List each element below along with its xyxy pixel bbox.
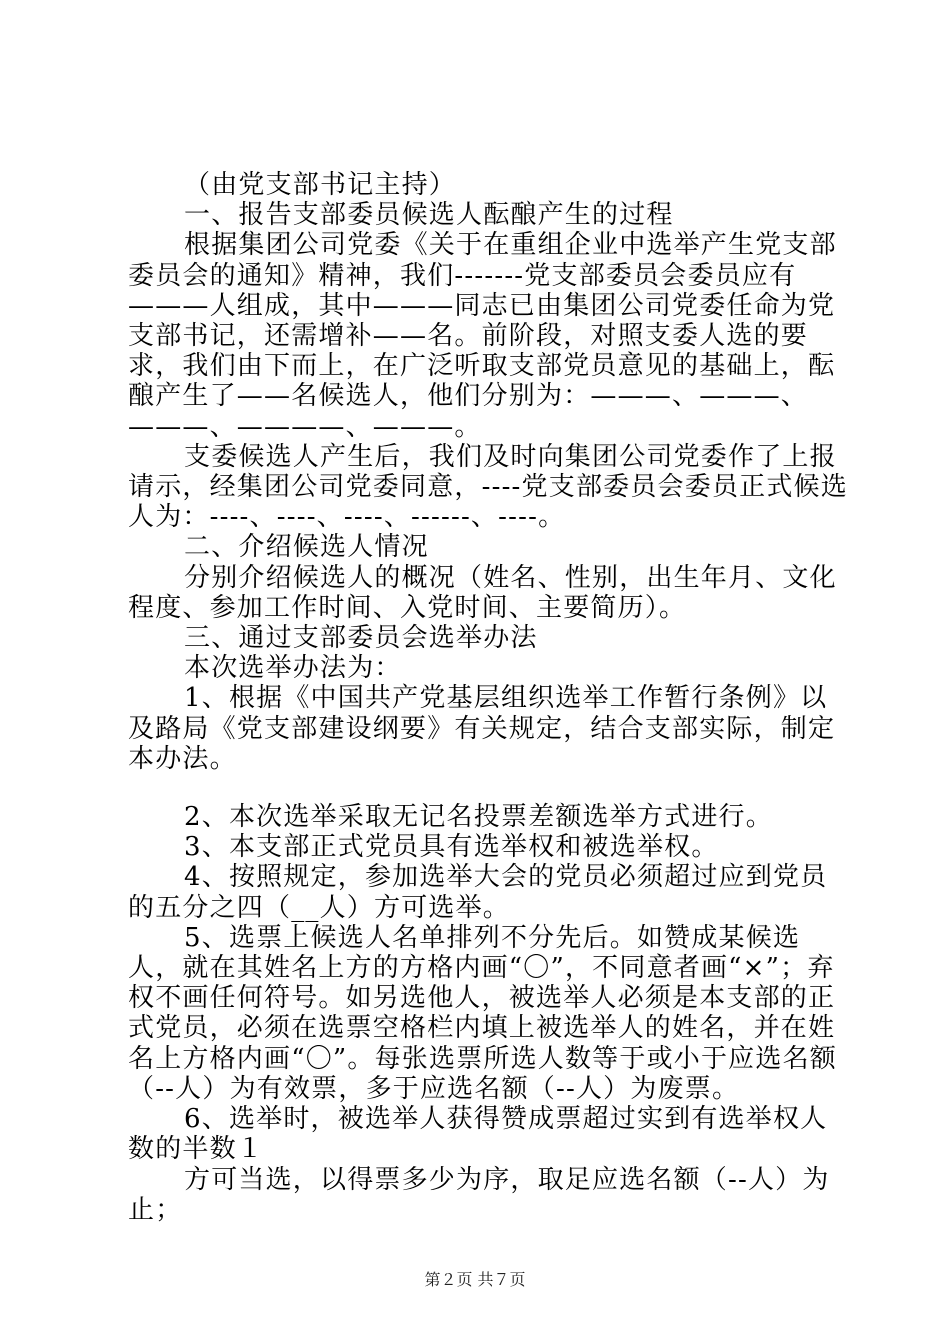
rule-item-4: 4、按照规定，参加选举大会的党员必须超过应到党员的五分之四（__人）方可选举。 bbox=[128, 862, 828, 923]
rule-item-6-continued: 方可当选，以得票多少为序，取足应选名额（--人）为止； bbox=[128, 1164, 830, 1225]
rule-item-3: 3、本支部正式党员具有选举权和被选举权。 bbox=[184, 832, 719, 863]
rule-item-6: 6、选举时，被选举人获得赞成票超过实到有选举权人数的半数１ bbox=[128, 1104, 828, 1165]
rule-item-2: 2、本次选举采取无记名投票差额选举方式进行。 bbox=[184, 802, 773, 833]
paragraph-host-note: （由党支部书记主持） bbox=[184, 170, 457, 200]
paragraph-candidate-intro: 分别介绍候选人的概况（姓名、性别，出生年月、文化程度、参加工作时间、入党时间、主要简历）。 bbox=[128, 562, 837, 623]
paragraph-process: 根据集团公司党委《关于在重组企业中选举产生党支部委员会的通知》精神，我们-------党支部委员会委员应有———人组成，其中———同志已由集团公司党委任命为党支部书记，还需增补——名。前阶段，对照支委人选的要求，我们由下而上，在广泛听取支部党员意见的基础上，酝酿产生了——名候选人，他们分别为：———、———、———、————、———。 bbox=[128, 230, 837, 442]
rule-item-1: 1、根据《中国共产党基层组织选举工作暂行条例》以及路局《党支部建设纲要》有关规定，结合支部实际，制定本办法。 bbox=[128, 683, 836, 774]
page-footer: 第２页 共７页 bbox=[424, 1270, 526, 1289]
document-body bbox=[128, 170, 848, 1225]
section-heading-2: 二、介绍候选人情况 bbox=[184, 532, 429, 563]
rule-item-5: 5、选票上候选人名单排列不分先后。如赞成某候选人，就在其姓名上方的方格内画“〇”，不同意者画“×”；弃权不画任何符号。如另选他人，被选举人必须是本支部的正式党员，必须在选票空格栏内填上被选举人的姓名，并在姓名上方格内画“〇”。每张选票所选人数等于或小于应选名额（--人）为有效票，多于应选名额（--人）为废票。 bbox=[128, 922, 837, 1104]
paragraph-approval: 支委候选人产生后，我们及时向集团公司党委作了上报请示，经集团公司党委同意，----党支部委员会委员正式候选人为：----、----、----、------、----。 bbox=[128, 441, 848, 533]
section-heading-3: 三、通过支部委员会选举办法 bbox=[184, 623, 538, 654]
paragraph-method-intro: 本次选举办法为： bbox=[184, 653, 402, 684]
section-heading-1: 一、报告支部委员候选人酝酿产生的过程 bbox=[184, 200, 674, 231]
